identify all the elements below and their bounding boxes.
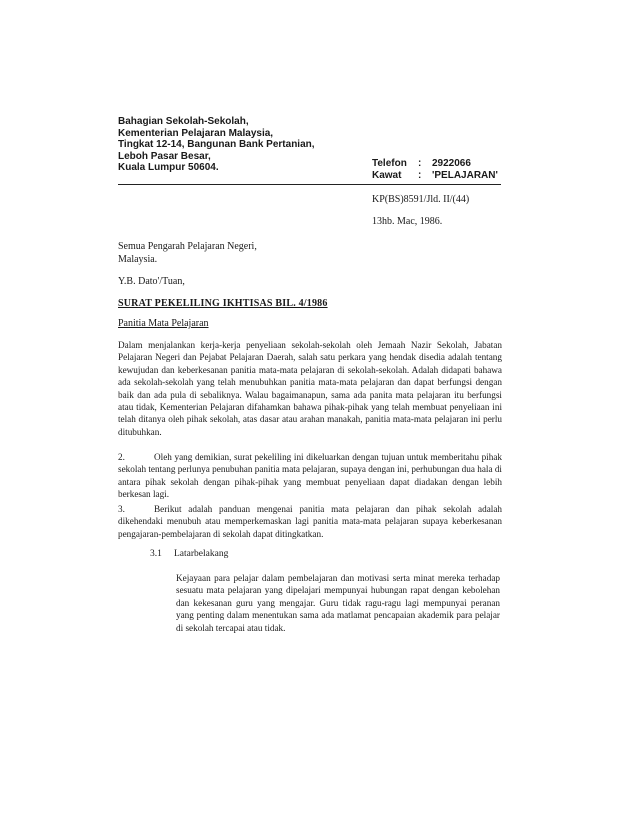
paragraph-2 bbox=[118, 451, 502, 501]
paragraph-text: Dalam menjalankan kerja-kerja penyeliaan sekolah-sekolah oleh Jemaah Nazir Sekolah, Jabatan Pelajaran Negeri dan Pejabat Pelajaran Daerah, salah satu perkara yang hendak disedia adalah tentang kewujudan dan keberkesanan panitia mata-mata pelajaran di sekolah-sekolah. Adalah didapati bahawa ada sekolah-sekolah yang telah menubuhkan panitia mata-mata pelajaran dan dapat berfungsi dengan baik dan ada pula di sebaliknya. Walau bagaimanapun, sama ada panita mata pelajaran itu berfungsi atau tidak, Kementerian Pelajaran difahamkan bahawa pihak-pihak yang telah membuat penyeliaan ini telah ditanya oleh pihak sekolah, atas dasar atau arahan manakah, panitia mata-mata pelajaran ini perlu ditubuhkan. bbox=[118, 340, 502, 437]
paragraph-number: 3. bbox=[118, 504, 125, 514]
circular-subtitle: Panitia Mata Pelajaran bbox=[118, 318, 209, 329]
letter-date: 13hb. Mac, 1986. bbox=[372, 216, 443, 227]
paragraph-text: Berikut adalah panduan mengenai panitia mata pelajaran dan pihak sekolah adalah dikehendaki menubuh atau memperkemaskan lagi panitia mata-mata pelajaran supaya keberkesanan pengajaran-pembelajaran di sekolah dapat ditingkatkan. bbox=[118, 504, 502, 539]
telegram-row bbox=[372, 170, 498, 182]
salutation: Y.B. Dato'/Tuan, bbox=[118, 276, 185, 287]
address-line: Bahagian Sekolah-Sekolah, bbox=[118, 116, 249, 127]
section-title: Latarbelakang bbox=[174, 549, 229, 559]
sender-address bbox=[118, 116, 315, 174]
reference-number: KP(BS)8591/Jld. II/(44) bbox=[372, 194, 470, 205]
recipient bbox=[118, 240, 257, 266]
address-line: Leboh Pasar Besar, bbox=[118, 150, 211, 162]
paragraph-text: Kejayaan para pelajar dalam pembelajaran dan motivasi serta minat mereka terhadap sesuatu mata pelajaran yang dipelajari mempunyai hubungan rapat dengan kebolehan dan kekesanan guru yang mengajar. Guru tidak ragu-ragu lagi mempunyai peranan yang penting dalam menentukan sama ada matlamat pencapaian akademik para pelajar di sekolah tercapai atau tidak. bbox=[176, 573, 500, 633]
telephone-label: Telefon bbox=[372, 158, 407, 169]
colon: : bbox=[418, 158, 422, 169]
address-line: Kementerian Pelajaran Malaysia, bbox=[118, 127, 274, 139]
recipient-line: Semua Pengarah Pelajaran Negeri, bbox=[118, 241, 257, 252]
paragraph-text: Oleh yang demikian, surat pekeliling ini dikeluarkan dengan tujuan untuk memberitahu pihak sekolah tentang perlunya penubuhan panitia mata pelajaran, supaya dengan ini, perhubungan dua hala di antara pihak sekolah dengan pihak-pihak yang membuat penyeliaan dapat diadakan dengan lebih berkesan lagi. bbox=[118, 452, 502, 500]
paragraph-number: 2. bbox=[118, 452, 125, 462]
telegram-label: Kawat bbox=[372, 169, 402, 181]
address-line: Tingkat 12-14, Bangunan Bank Pertanian, bbox=[118, 139, 315, 150]
contact-info bbox=[372, 158, 498, 181]
section-heading bbox=[150, 549, 228, 559]
telephone-row bbox=[372, 158, 498, 170]
paragraph-3 bbox=[118, 503, 502, 540]
telephone-value: 2922066 bbox=[432, 158, 471, 169]
section-number: 3.1 bbox=[150, 549, 162, 559]
recipient-line: Malaysia. bbox=[118, 254, 158, 265]
address-line: Kuala Lumpur 50604. bbox=[118, 162, 219, 173]
section-paragraph bbox=[176, 572, 500, 634]
header-divider bbox=[118, 184, 501, 185]
circular-title: SURAT PEKELILING IKHTISAS BIL. 4/1986 bbox=[118, 298, 328, 309]
paragraph-1 bbox=[118, 339, 502, 438]
telegram-value: 'PELAJARAN' bbox=[432, 169, 498, 181]
colon: : bbox=[418, 169, 422, 181]
